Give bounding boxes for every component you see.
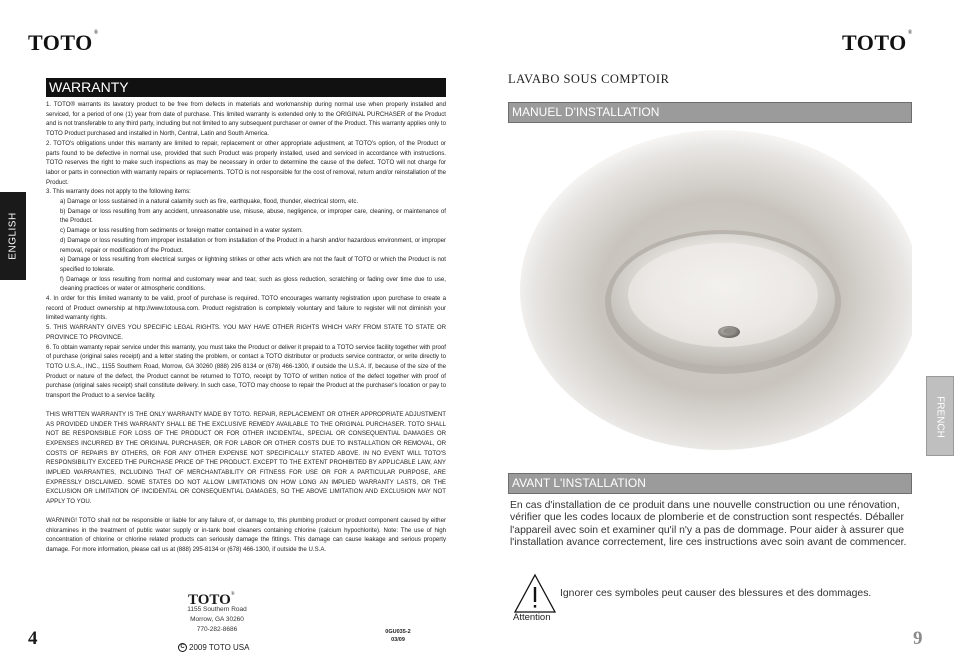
company-address (180, 605, 254, 635)
toto-logo-left: TOTO® (28, 30, 99, 55)
warranty-item: c) Damage or loss resulting from sediments or foreign matter contained in a water system. (60, 227, 303, 235)
attention-text: Ignorer ces symboles peut causer des blessures et des dommages. (560, 588, 872, 599)
page-number-left: 4 (28, 628, 38, 649)
installation-intro: En cas d'installation de ce produit dans une nouvelle construction ou une rénovation, vérifier que les codes locaux de plomberie et de construction sont respectés. Déballer l'appareil avec soin et examiner qu'il n'y a pas de dommage. Pour aider à assurer que l'installation avance correctement, lire ces instructions avec soin avant de commencer. (510, 500, 907, 548)
warranty-warning: WARNING! TOTO shall not be responsible or liable for any failure of, or damage to, this plumbing product or product component caused by either chloramines in the treatment of public water supply or in-tank bowl cleaners containing chlorine (calcium hypochlorite). Note: The use of high concentration of chlorine or chlorine related products can seriously damage the fittings. This damage can cause leakage and serious property damage. For more information, please call us at (888) 295-8134 or (678) 466-1300, if outside the U.S.A. (46, 516, 446, 553)
before-installation-heading: AVANT L'INSTALLATION (508, 473, 912, 494)
warranty-paragraph: 5. THIS WARRANTY GIVES YOU SPECIFIC LEGAL RIGHTS. YOU MAY HAVE OTHER RIGHTS WHICH VARY FROM STATE TO STATE OR PROVINCE TO PROVINCE. (46, 324, 446, 341)
warranty-item: b) Damage or loss resulting from any accident, unreasonable use, misuse, abuse, negligence, or improper care, cleaning, or maintenance of the Product. (60, 207, 446, 225)
warranty-text (46, 100, 446, 555)
address-line: 770-282-8686 (196, 626, 238, 633)
warranty-paragraph: 4. In order for this limited warranty to be valid, proof of purchase is required. TOTO encourages warranty registration upon purchase to create a record of Product ownership at http://www.totousa.com. Product registration is completely voluntary and failure to register will not diminish your limited warranty rights. (46, 295, 446, 322)
warranty-item: e) Damage or loss resulting from electrical surges or lightning strikes or other acts which are not the fault of TOTO or which the Product is not specified to tolerate. (60, 256, 446, 273)
warranty-disclaimer: THIS WRITTEN WARRANTY IS THE ONLY WARRANTY MADE BY TOTO. REPAIR, REPLACEMENT OR OTHER APPROPRIATE ADJUSTMENT AS PROVIDED UNDER THIS WARRANTY SHALL BE THE EXCLUSIVE REMEDY AVAILABLE TO THE ORIGINAL PURCHASER. TOTO SHALL NOT BE RESPONSIBLE FOR LOSS OF THE PRODUCT OR FOR OTHER INCIDENTAL, SPECIAL OR CONSEQUENTIAL DAMAGES OR EXPENSES INCURRED BY THE ORIGINAL PURCHASER, OR FOR LABOR OR OTHER COSTS DUE TO INSTALLATION OR REMOVAL, OR COSTS OF REPAIRS BY OTHERS, OR FOR ANY OTHER EXPENSE NOT SPECIFICALLY STATED ABOVE. IN NO EVENT WILL TOTO'S RESPONSIBILITY EXCEED THE PURCHASE PRICE OF THE PRODUCT. EXCEPT TO THE EXTENT PROHIBITED BY APPLICABLE LAW, ANY IMPLIED WARRANTIES, INCLUDING THAT OF MERCHANTABILITY OR FITNESS FOR USE OR FOR A PARTICULAR PURPOSE, ARE EXPRESSLY DISCLAIMED. SOME STATES DO NOT ALLOW LIMITATIONS ON HOW LONG AN IMPLIED WARRANTY LASTS, OR THE EXCLUSION OR LIMITATION OF INCIDENTAL OR CONSEQUENTIAL DAMAGES, SO THE ABOVE LIMITATION AND EXCLUSION MAY NOT APPLY TO YOU. (46, 410, 446, 506)
address-line: 1155 Southern Road (187, 606, 247, 613)
warranty-item: f) Damage or loss resulting from normal and customary wear and tear, such as gloss reduction, scratching or fading over time due to use, cleaning practices or water or atmospheric conditions. (60, 275, 446, 293)
warranty-paragraph: 2. TOTO's obligations under this warranty are limited to repair, replacement or other appropriate adjustment, at TOTO's option, of the Product or parts found to be defective in normal use, provided that such Product was properly installed, used and serviced in accordance with instructions. TOTO reserves the right to make such inspections as may be necessary in order to determine the cause of the defect. TOTO will not charge for labor or parts in connection with warranty repairs or replacements. TOTO is not responsible for the cost of removal, return and/or reinstallation of the Product. (46, 139, 446, 186)
copyright-text: 2009 TOTO USA (189, 643, 250, 652)
english-tab: ENGLISH (0, 192, 26, 280)
page-number-right: 9 (913, 628, 923, 649)
warranty-heading: WARRANTY (46, 78, 446, 97)
warranty-paragraph: 6. To obtain warranty repair service under this warranty, you must take the Product or deliver it prepaid to a TOTO service facility together with proof of purchase (original sales receipt) and a letter stating the problem, or contact a TOTO distributor or products service contractor, or write directly to TOTO U.S.A., INC., 1155 Southern Road, Morrow, GA 30260 (888) 295 8134 or (678) 466-1300, if outside the U.S.A. If, because of the size of the Product or nature of the defect, the Product cannot be returned to TOTO, receipt by TOTO of written notice of the defect together with proof of purchase (original sales receipt) shall constitute delivery. In such case, TOTO may choose to repair the Product at the purchaser's location or pay to transport the Product to a service facility. (46, 343, 446, 400)
warranty-item: a) Damage or loss sustained in a natural calamity such as fire, earthquake, flood, thunder, electrical storm, etc. (60, 198, 359, 206)
product-title: LAVABO SOUS COMPTOIR (508, 72, 670, 86)
warranty-paragraph: 1. TOTO® warrants its lavatory product to be free from defects in materials and workmanship during normal use when properly installed and serviced, for a period of one (1) year from date of purchase. This limited warranty is extended only to the ORIGINAL PURCHASER of the Product and is not transferable to any third party, including but not limited to any subsequent purchaser or owner of the Product. This warranty applies only to TOTO Product purchased and installed in North, Central, Latin and South America. (46, 101, 446, 138)
warranty-item: d) Damage or loss resulting from improper installation or from installation of the Product in a harsh and/or hazardous environment, or improper removal, repair or modification of the Product. (60, 236, 446, 254)
toto-logo-footer: TOTO® (188, 592, 235, 608)
address-line: Morrow, GA 30260 (190, 616, 244, 623)
manual-heading: MANUEL D'INSTALLATION (508, 102, 912, 123)
warranty-paragraph: 3. This warranty does not apply to the following items: (46, 188, 191, 196)
toto-logo-right: TOTO® (842, 30, 913, 55)
french-tab: FRENCH (926, 376, 954, 456)
copyright-icon: C (178, 643, 187, 652)
copyright (178, 643, 249, 652)
sink-photo (508, 130, 912, 460)
document-code: 0GU035-2 03/09 (385, 629, 411, 643)
attention-label: Attention (513, 612, 551, 623)
